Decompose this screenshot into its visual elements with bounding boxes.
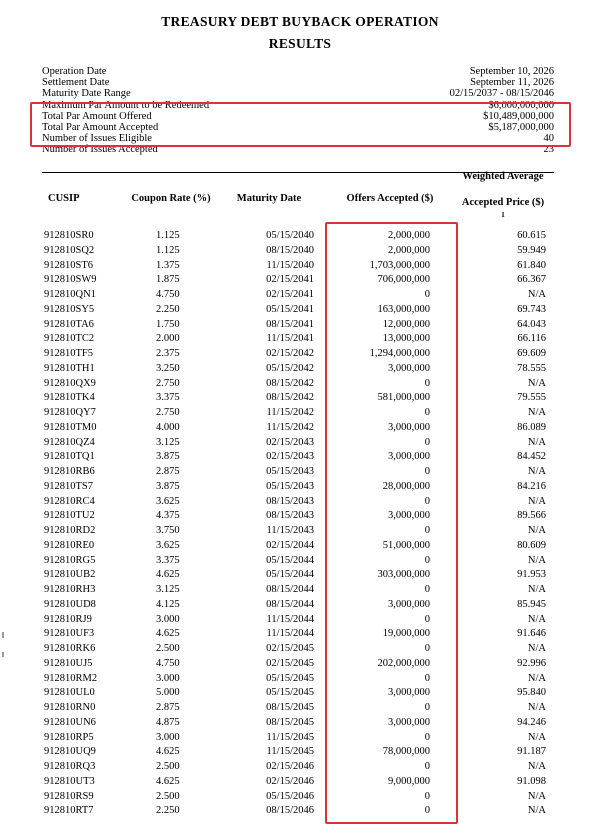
table-row: [42, 273, 554, 288]
cell-cusip: 912810SW9: [44, 274, 97, 286]
cell-coupon-rate: 4.375: [156, 510, 180, 522]
cell-coupon-rate: 3.125: [156, 584, 180, 595]
cell-cusip: 912810UJ5: [44, 657, 93, 669]
cell-cusip: 912810TM0: [44, 421, 97, 433]
cell-cusip: 912810TU2: [44, 510, 95, 522]
cell-coupon-rate: 3.875: [156, 451, 180, 463]
table-row: [42, 229, 554, 244]
header-coupon-rate: Coupon Rate (%): [131, 192, 211, 204]
table-row: [42, 318, 554, 333]
cell-coupon-rate: 2.500: [156, 761, 180, 772]
document-subtitle: RESULTS: [268, 36, 332, 51]
header-weighted-average-price: Weighted Average Accepted Price ($) $^1$: [461, 171, 545, 220]
cell-maturity-date: 02/15/2045: [266, 657, 314, 669]
cell-cusip: 912810TF5: [44, 348, 94, 359]
cell-cusip: 912810QN1: [44, 289, 96, 300]
cell-offers-accepted: 0: [424, 761, 430, 772]
cell-coupon-rate: 1.125: [156, 230, 180, 241]
cell-maturity-date: 02/15/2041: [266, 289, 314, 300]
table-row: [42, 303, 554, 318]
cell-weighted-average-price: N/A: [527, 731, 546, 743]
cell-weighted-average-price: N/A: [527, 407, 546, 418]
cell-cusip: 912810SR0: [44, 230, 94, 241]
cell-maturity-date: 08/15/2045: [266, 716, 314, 728]
cell-coupon-rate: 3.625: [156, 495, 180, 507]
cell-coupon-rate: 4.750: [156, 289, 180, 300]
summary-value: 23: [543, 144, 554, 156]
cell-cusip: 912810RG5: [44, 554, 96, 566]
cell-weighted-average-price: N/A: [527, 702, 546, 713]
cell-weighted-average-price: 61.840: [517, 259, 546, 271]
cell-maturity-date: 11/15/2040: [266, 259, 314, 271]
table-row: [42, 465, 554, 480]
cell-weighted-average-price: 91.646: [517, 628, 546, 640]
cell-cusip: 912810TK4: [44, 392, 95, 404]
summary-label: Maximum Par Amount to be Redeemed: [42, 99, 210, 111]
cell-cusip: 912810RQ3: [44, 761, 96, 772]
cell-maturity-date: 05/15/2042: [266, 362, 314, 374]
cell-coupon-rate: 4.625: [156, 746, 180, 758]
cell-offers-accepted: 0: [424, 407, 430, 418]
document-title: TREASURY DEBT BUYBACK OPERATION: [161, 14, 439, 29]
cell-coupon-rate: 2.375: [156, 348, 180, 359]
cell-maturity-date: 08/15/2043: [266, 510, 314, 522]
summary-row: [42, 144, 554, 155]
cell-weighted-average-price: 79.555: [517, 392, 546, 404]
cell-maturity-date: 11/15/2042: [266, 421, 314, 433]
summary-label: Total Par Amount Offered: [42, 110, 152, 122]
cell-cusip: 912810QZ4: [44, 436, 95, 448]
summary-row: [42, 122, 554, 133]
cell-cusip: 912810TA6: [44, 318, 94, 330]
cell-offers-accepted: 13,000,000: [382, 333, 430, 345]
cell-offers-accepted: 12,000,000: [382, 318, 430, 330]
cell-coupon-rate: 2.000: [156, 333, 180, 345]
cell-cusip: 912810RT7: [44, 805, 94, 817]
cell-maturity-date: 05/15/2045: [266, 687, 314, 699]
cell-offers-accepted: 0: [424, 643, 430, 654]
cell-offers-accepted: 3,000,000: [388, 451, 430, 463]
summary-label: Total Par Amount Accepted: [42, 121, 159, 133]
cell-offers-accepted: 28,000,000: [382, 480, 430, 492]
edge-artifact: [2, 632, 4, 638]
cell-offers-accepted: 51,000,000: [382, 539, 430, 551]
cell-offers-accepted: 3,000,000: [388, 421, 430, 433]
cell-maturity-date: 05/15/2043: [266, 480, 314, 492]
cell-offers-accepted: 2,000,000: [388, 230, 430, 241]
cell-weighted-average-price: 91.098: [517, 775, 546, 787]
summary-row: [42, 111, 554, 122]
cell-maturity-date: 02/15/2041: [266, 274, 314, 286]
cell-weighted-average-price: N/A: [527, 805, 546, 817]
table-row: [42, 509, 554, 524]
table-row: [42, 421, 554, 436]
cell-weighted-average-price: N/A: [527, 554, 546, 566]
cell-cusip: 912810UF3: [44, 628, 95, 640]
cell-cusip: 912810QY7: [44, 407, 96, 418]
cell-maturity-date: 08/15/2042: [266, 377, 314, 389]
cell-coupon-rate: 3.750: [156, 525, 180, 536]
table-row: [42, 642, 554, 657]
cell-coupon-rate: 4.625: [156, 628, 180, 640]
table-row: [42, 731, 554, 746]
summary-label: Settlement Date: [42, 77, 110, 89]
cell-offers-accepted: 706,000,000: [377, 274, 430, 286]
summary-value: $5,187,000,000: [488, 121, 554, 133]
summary-value: 40: [543, 133, 554, 145]
cell-offers-accepted: 0: [424, 731, 430, 743]
cell-offers-accepted: 9,000,000: [388, 775, 430, 787]
cell-weighted-average-price: 86.089: [517, 421, 546, 433]
cell-coupon-rate: 3.625: [156, 539, 180, 551]
cell-coupon-rate: 4.125: [156, 598, 180, 610]
cell-weighted-average-price: 64.043: [517, 318, 546, 330]
cell-weighted-average-price: N/A: [527, 643, 546, 654]
cell-offers-accepted: 0: [424, 584, 430, 595]
cell-cusip: 912810UD8: [44, 598, 96, 610]
summary-label: Number of Issues Accepted: [42, 144, 158, 156]
cell-offers-accepted: 19,000,000: [382, 628, 430, 640]
cell-maturity-date: 11/15/2042: [266, 407, 314, 418]
cell-offers-accepted: 3,000,000: [388, 510, 430, 522]
table-row: [42, 362, 554, 377]
cell-maturity-date: 08/15/2044: [266, 584, 314, 595]
cell-offers-accepted: 303,000,000: [377, 569, 430, 581]
summary-label: Operation Date: [42, 66, 107, 77]
cell-offers-accepted: 0: [424, 436, 430, 448]
summary-row: [42, 77, 554, 88]
cell-weighted-average-price: N/A: [527, 289, 546, 300]
cell-coupon-rate: 5.000: [156, 687, 180, 699]
cell-cusip: 912810ST6: [44, 259, 94, 271]
cell-coupon-rate: 2.250: [156, 303, 180, 315]
summary-row: [42, 133, 554, 144]
cell-weighted-average-price: 89.566: [517, 510, 546, 522]
header-offers-accepted: Offers Accepted ($): [346, 192, 434, 204]
cell-weighted-average-price: 60.615: [517, 230, 546, 241]
summary-value: 02/15/2037 - 08/15/2046: [449, 88, 554, 100]
cell-cusip: 912810RD2: [44, 525, 96, 536]
cell-coupon-rate: 4.750: [156, 657, 180, 669]
cell-coupon-rate: 2.500: [156, 643, 180, 654]
cell-maturity-date: 02/15/2042: [266, 348, 314, 359]
cell-coupon-rate: 3.125: [156, 436, 180, 448]
cell-maturity-date: 05/15/2041: [266, 303, 314, 315]
cell-coupon-rate: 3.000: [156, 731, 180, 743]
cell-maturity-date: 02/15/2046: [266, 761, 314, 772]
cell-coupon-rate: 2.750: [156, 377, 180, 389]
cell-maturity-date: 02/15/2045: [266, 643, 314, 654]
cell-offers-accepted: 163,000,000: [377, 303, 430, 315]
header-cusip: CUSIP: [48, 192, 80, 204]
table-row: [42, 554, 554, 569]
summary-block: [42, 66, 554, 156]
cell-cusip: 912810RM2: [44, 672, 98, 684]
cell-offers-accepted: 1,294,000,000: [369, 348, 430, 359]
summary-label: Maturity Date Range: [42, 88, 131, 100]
cell-weighted-average-price: 84.216: [517, 480, 546, 492]
cell-cusip: 912810SQ2: [44, 244, 95, 256]
cell-coupon-rate: 4.625: [156, 569, 180, 581]
cell-maturity-date: 08/15/2046: [266, 805, 314, 817]
cell-offers-accepted: 202,000,000: [377, 657, 430, 669]
cell-cusip: 912810SY5: [44, 303, 95, 315]
cell-offers-accepted: 0: [424, 554, 430, 566]
cell-maturity-date: 05/15/2045: [266, 672, 314, 684]
table-row: [42, 657, 554, 672]
cell-cusip: 912810RS9: [44, 790, 94, 802]
cell-maturity-date: 08/15/2041: [266, 318, 314, 330]
table-row: [42, 598, 554, 613]
cell-maturity-date: 11/15/2045: [266, 746, 314, 758]
cell-offers-accepted: 0: [424, 702, 430, 713]
cell-offers-accepted: 0: [424, 613, 430, 625]
cell-cusip: 912810UB2: [44, 569, 96, 581]
cell-maturity-date: 02/15/2043: [266, 451, 314, 463]
cell-maturity-date: 08/15/2045: [266, 702, 314, 713]
table-row: [42, 760, 554, 775]
summary-value: September 10, 2026: [469, 66, 554, 77]
table-row: [42, 775, 554, 790]
table-row: [42, 613, 554, 628]
cell-coupon-rate: 3.000: [156, 613, 180, 625]
cell-maturity-date: 08/15/2040: [266, 244, 314, 256]
results-table: [42, 229, 554, 819]
summary-value: $10,489,000,000: [483, 110, 554, 122]
cell-maturity-date: 11/15/2041: [266, 333, 314, 345]
cell-weighted-average-price: N/A: [527, 525, 546, 536]
cell-maturity-date: 05/15/2043: [266, 466, 314, 477]
cell-cusip: 912810UL0: [44, 687, 95, 699]
table-row: [42, 450, 554, 465]
cell-offers-accepted: 0: [424, 790, 430, 802]
cell-cusip: 912810TC2: [44, 333, 95, 345]
cell-weighted-average-price: 78.555: [517, 362, 546, 374]
cell-maturity-date: 02/15/2044: [266, 539, 314, 551]
cell-maturity-date: 02/15/2046: [266, 775, 314, 787]
cell-coupon-rate: 1.750: [156, 318, 180, 330]
table-row: [42, 377, 554, 392]
cell-coupon-rate: 4.625: [156, 775, 180, 787]
cell-cusip: 912810RE0: [44, 539, 95, 551]
table-row: [42, 716, 554, 731]
footnote-marker: 1: [501, 211, 505, 220]
cell-weighted-average-price: 66.367: [517, 274, 546, 286]
table-row: [42, 436, 554, 451]
cell-cusip: 912810UT3: [44, 775, 95, 787]
table-row: [42, 672, 554, 687]
cell-coupon-rate: 3.875: [156, 480, 180, 492]
summary-value: September 11, 2026: [470, 77, 554, 89]
cell-cusip: 912810RH3: [44, 584, 96, 595]
cell-cusip: 912810TS7: [44, 480, 94, 492]
cell-weighted-average-price: 80.609: [517, 539, 546, 551]
table-row: [42, 686, 554, 701]
cell-weighted-average-price: 84.452: [517, 451, 546, 463]
cell-coupon-rate: 1.375: [156, 259, 180, 271]
cell-weighted-average-price: 69.609: [517, 348, 546, 359]
table-row: [42, 406, 554, 421]
cell-weighted-average-price: N/A: [527, 613, 546, 625]
table-row: [42, 332, 554, 347]
cell-weighted-average-price: N/A: [527, 377, 546, 389]
summary-row: [42, 100, 554, 111]
header-maturity-date: Maturity Date: [236, 192, 302, 204]
cell-weighted-average-price: N/A: [527, 761, 546, 772]
cell-weighted-average-price: N/A: [527, 436, 546, 448]
table-row: [42, 583, 554, 598]
cell-cusip: 912810TH1: [44, 362, 95, 374]
cell-coupon-rate: 1.875: [156, 274, 180, 286]
cell-cusip: 912810RP5: [44, 731, 94, 743]
cell-cusip: 912810TQ1: [44, 451, 95, 463]
cell-coupon-rate: 1.125: [156, 244, 180, 256]
table-row: [42, 347, 554, 362]
table-row: [42, 627, 554, 642]
cell-offers-accepted: 0: [424, 805, 430, 817]
cell-offers-accepted: 78,000,000: [382, 746, 430, 758]
cell-weighted-average-price: 66.116: [517, 333, 546, 345]
cell-weighted-average-price: 94.246: [517, 716, 546, 728]
summary-row: [42, 66, 554, 77]
table-row: [42, 259, 554, 274]
table-row: [42, 244, 554, 259]
cell-offers-accepted: 0: [424, 525, 430, 536]
cell-maturity-date: 02/15/2043: [266, 436, 314, 448]
cell-offers-accepted: 0: [424, 377, 430, 389]
cell-offers-accepted: 0: [424, 289, 430, 300]
cell-maturity-date: 08/15/2042: [266, 392, 314, 404]
cell-coupon-rate: 3.000: [156, 672, 180, 684]
cell-maturity-date: 08/15/2043: [266, 495, 314, 507]
cell-offers-accepted: 1,703,000,000: [369, 259, 430, 271]
table-row: [42, 539, 554, 554]
cell-cusip: 912810RB6: [44, 466, 95, 477]
cell-cusip: 912810RK6: [44, 643, 96, 654]
cell-weighted-average-price: 91.187: [517, 746, 546, 758]
summary-label: Number of Issues Eligible: [42, 133, 152, 145]
cell-weighted-average-price: 69.743: [517, 303, 546, 315]
table-row: [42, 745, 554, 760]
cell-cusip: 912810RJ9: [44, 613, 92, 625]
cell-coupon-rate: 3.375: [156, 554, 180, 566]
cell-maturity-date: 05/15/2040: [266, 230, 314, 241]
cell-cusip: 912810RC4: [44, 495, 95, 507]
summary-value: $6,000,000,000: [488, 99, 554, 111]
cell-offers-accepted: 3,000,000: [388, 598, 430, 610]
cell-weighted-average-price: N/A: [527, 790, 546, 802]
cell-coupon-rate: 2.500: [156, 790, 180, 802]
cell-weighted-average-price: 91.953: [517, 569, 546, 581]
table-row: [42, 524, 554, 539]
cell-offers-accepted: 581,000,000: [377, 392, 430, 404]
table-row: [42, 804, 554, 819]
cell-offers-accepted: 3,000,000: [388, 716, 430, 728]
cell-coupon-rate: 4.000: [156, 421, 180, 433]
cell-cusip: 912810UQ9: [44, 746, 96, 758]
cell-offers-accepted: 3,000,000: [388, 687, 430, 699]
cell-offers-accepted: 3,000,000: [388, 362, 430, 374]
cell-weighted-average-price: 92.996: [517, 657, 546, 669]
table-row: [42, 790, 554, 805]
table-row: [42, 701, 554, 716]
cell-coupon-rate: 2.875: [156, 702, 180, 713]
cell-offers-accepted: 0: [424, 672, 430, 684]
table-row: [42, 480, 554, 495]
cell-coupon-rate: 3.375: [156, 392, 180, 404]
table-row: [42, 288, 554, 303]
cell-offers-accepted: 0: [424, 495, 430, 507]
cell-maturity-date: 05/15/2046: [266, 790, 314, 802]
cell-maturity-date: 05/15/2044: [266, 569, 314, 581]
cell-weighted-average-price: N/A: [527, 495, 546, 507]
cell-coupon-rate: 2.250: [156, 805, 180, 817]
table-row: [42, 495, 554, 510]
cell-weighted-average-price: N/A: [527, 466, 546, 477]
cell-offers-accepted: 0: [424, 466, 430, 477]
cell-maturity-date: 08/15/2044: [266, 598, 314, 610]
cell-weighted-average-price: 95.840: [517, 687, 546, 699]
table-row: [42, 391, 554, 406]
summary-row: [42, 88, 554, 99]
cell-coupon-rate: 4.875: [156, 716, 180, 728]
cell-cusip: 912810UN6: [44, 716, 96, 728]
cell-weighted-average-price: 59.949: [517, 244, 546, 256]
cell-coupon-rate: 2.750: [156, 407, 180, 418]
cell-weighted-average-price: 85.945: [517, 598, 546, 610]
cell-maturity-date: 11/15/2044: [266, 628, 314, 640]
cell-coupon-rate: 3.250: [156, 362, 180, 374]
cell-maturity-date: 05/15/2044: [266, 554, 314, 566]
cell-weighted-average-price: N/A: [527, 672, 546, 684]
cell-weighted-average-price: N/A: [527, 584, 546, 595]
cell-maturity-date: 11/15/2044: [266, 613, 314, 625]
cell-cusip: 912810RN0: [44, 702, 96, 713]
cell-cusip: 912810QX9: [44, 377, 96, 389]
table-row: [42, 568, 554, 583]
cell-offers-accepted: 2,000,000: [388, 244, 430, 256]
cell-maturity-date: 11/15/2045: [266, 731, 314, 743]
cell-maturity-date: 11/15/2043: [266, 525, 314, 536]
edge-artifact: [2, 652, 4, 657]
cell-coupon-rate: 2.875: [156, 466, 180, 477]
